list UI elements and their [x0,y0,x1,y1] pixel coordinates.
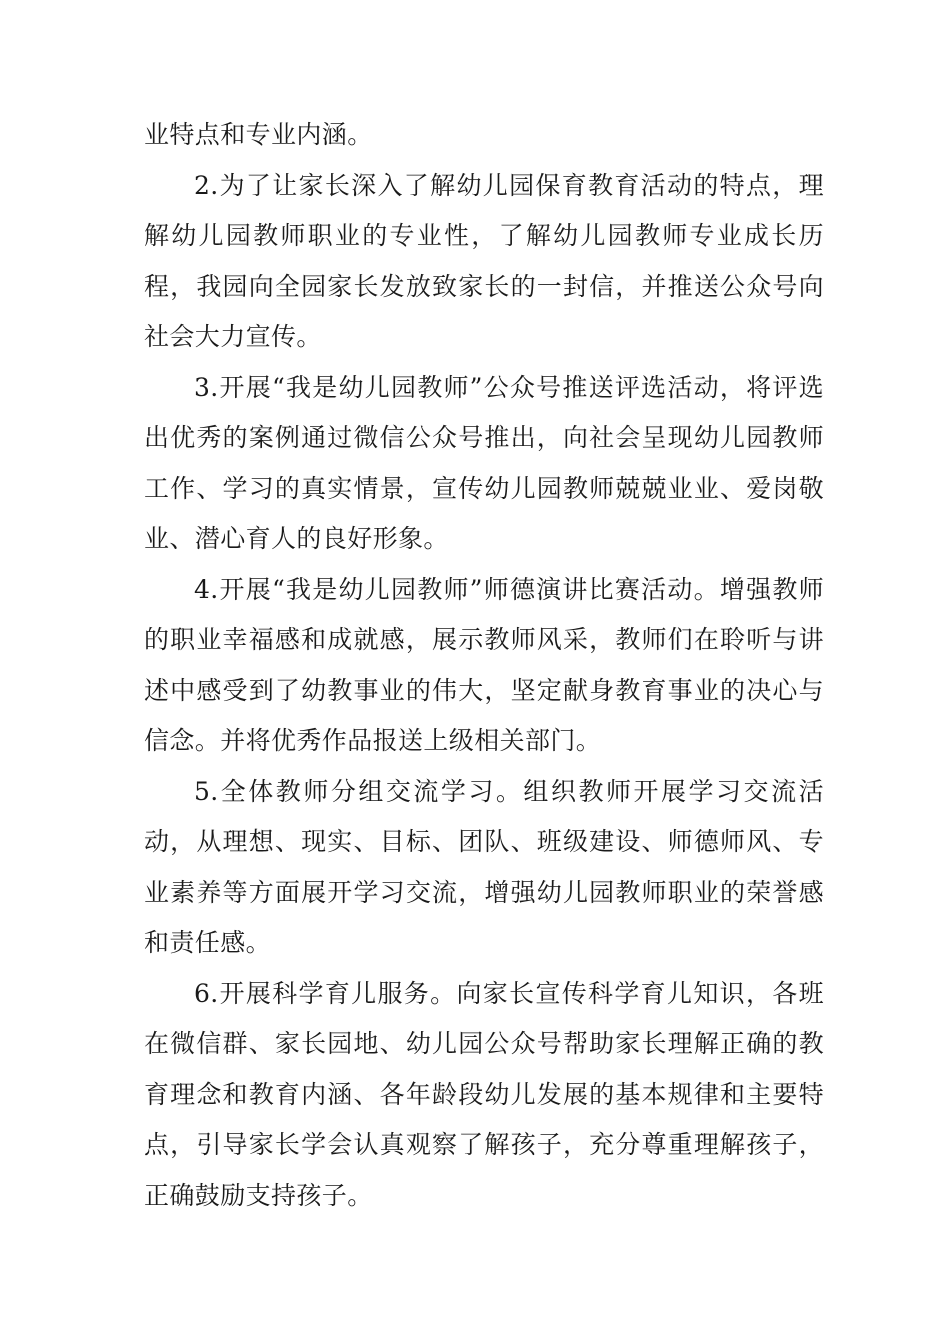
paragraph-item-5: 5.全体教师分组交流学习。组织教师开展学习交流活动，从理想、现实、目标、团队、班级建设、师德师风、专业素养等方面展开学习交流，增强幼儿园教师职业的荣誉感和责任感。 [144,776,824,957]
paragraph-item-2: 2.为了让家长深入了解幼儿园保育教育活动的特点，理解幼儿园教师职业的专业性，了解幼儿园教师专业成长历程，我园向全园家长发放致家长的一封信，并推送公众号向社会大力宣传。 [144,170,824,351]
paragraph-item-6: 6.开展科学育儿服务。向家长宣传科学育儿知识，各班在微信群、家长园地、幼儿园公众号帮助家长理解正确的教育理念和教育内涵、各年龄段幼儿发展的基本规律和主要特点，引导家长学会认真观察了解孩子，充分尊重理解孩子，正确鼓励支持孩子。 [144,978,824,1210]
paragraph-item-3: 3.开展“我是幼儿园教师”公众号推送评选活动，将评选出优秀的案例通过微信公众号推出，向社会呈现幼儿园教师工作、学习的真实情景，宣传幼儿园教师兢兢业业、爱岗敬业、潜心育人的良好形象。 [144,372,824,553]
document-body [144,110,824,1221]
paragraph-item-4: 4.开展“我是幼儿园教师”师德演讲比赛活动。增强教师的职业幸福感和成就感，展示教师风采，教师们在聆听与讲述中感受到了幼教事业的伟大，坚定献身教育事业的决心与信念。并将优秀作品报送上级相关部门。 [144,574,824,755]
paragraph-continuation: 业特点和专业内涵。 [144,120,373,149]
